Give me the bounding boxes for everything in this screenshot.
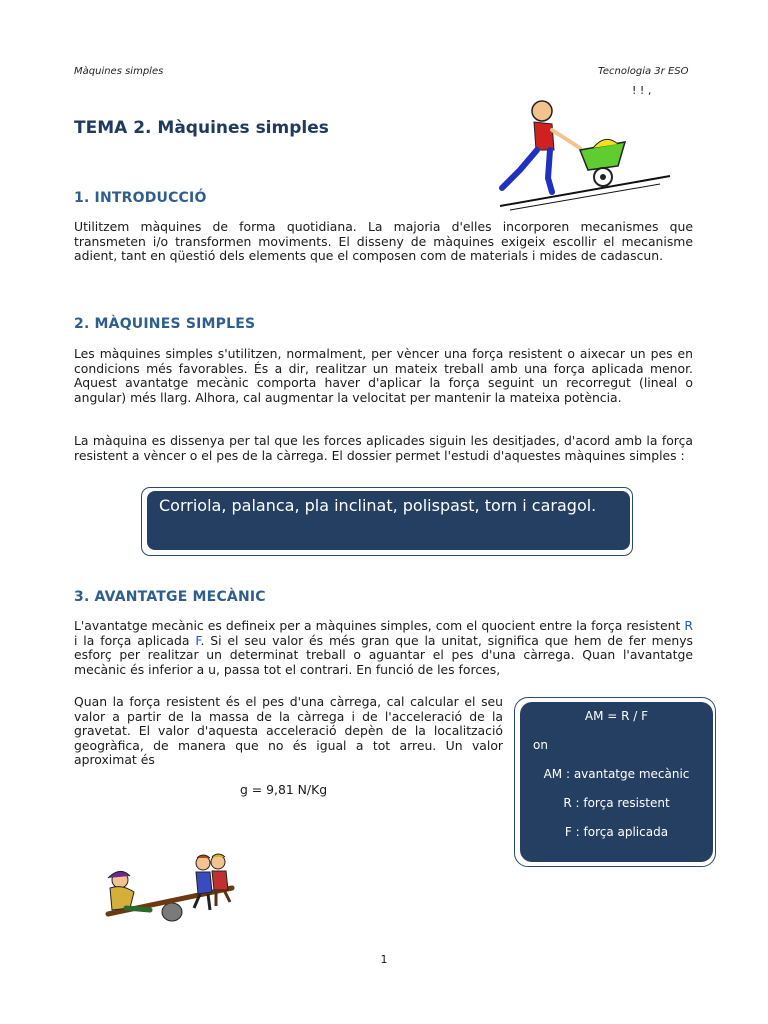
formula-f-definition: F : força aplicada (564, 825, 669, 839)
mechanical-advantage-paragraph-2: Quan la força resistent és el pes d'una càrrega, cal calcular el seu valor a partir de la massa de la càrrega i de l'acceleració de la gravetat. El valor d'aquesta acceleració depèn de la localització geogràfica, de manera que no és igual a tot arreu. Un valor aproximat és (74, 694, 503, 768)
gravity-value: g = 9,81 N/Kg (240, 782, 328, 797)
formula-am: AM = R / F (584, 709, 649, 723)
page-number: 1 (380, 953, 388, 966)
p1-text-1: L'avantatge mecànic es defineix per a màquines simples, com el quocient entre la força resistent (74, 618, 685, 633)
formula-on: on (533, 738, 548, 752)
header-left: Màquines simples (74, 66, 164, 77)
simple-machines-paragraph-1: Les màquines simples s'utilitzen, normalment, per vèncer una força resistent o aixecar un pes en condicions més favorables. És a dir, realitzar un mateix treball amb una força aplicada menor. Aquest avantatge mecànic comporta haver d'aplicar la força seguint un recorregut (lineal o angular) més llarg. Alhora, cal augmentar la velocitat per mantenir la mateixa potència. (74, 346, 693, 405)
section-heading-introduccio: 1. INTRODUCCIÓ (74, 190, 207, 206)
mechanical-advantage-paragraph-1 (74, 619, 693, 677)
seesaw-illustration (100, 850, 240, 930)
page-title: TEMA 2. Màquines simples (74, 118, 329, 138)
section-heading-avantatge-mecanic: 3. AVANTATGE MECÀNIC (74, 589, 266, 605)
formula-box (520, 702, 713, 862)
symbol-f: F (195, 632, 201, 648)
intro-paragraph: Utilitzem màquines de forma quotidiana. La majoria d'elles incorporen mecanismes que transmeten i/o transformen moviments. El disseny de màquines exigeix escollir el mecanisme adient, tant en qüestió dels elements que el composen com de materials i mides de cadascun. (74, 219, 693, 264)
machines-list-callout: Corriola, palanca, pla inclinat, polispast, torn i caragol. (147, 491, 630, 550)
section-heading-maquines-simples: 2. MÀQUINES SIMPLES (74, 316, 256, 332)
p1-text-2: i la força aplicada (74, 632, 196, 648)
formula-am-definition: AM : avantatge mecànic (543, 767, 690, 781)
simple-machines-paragraph-2: La màquina es dissenya per tal que les forces aplicades siguin les desitjades, d'acord amb la força resistent a vèncer o el pes de la càrrega. El dossier permet l'estudi d'aquestes màquines simples : (74, 433, 693, 463)
p1-text-3: . Si el seu valor és més gran que la unitat, significa que hem de fer menys esforç per realitzar un determinat treball o aguantar el pes d'una càrrega. Quan l'avantatge mecànic és inferior a u, passa tot el contrari. En funció de les forces, (74, 632, 693, 677)
header-right: Tecnologia 3r ESO (598, 66, 689, 77)
symbol-r: R (684, 618, 693, 633)
formula-r-definition: R : força resistent (563, 796, 670, 810)
svg-text:! ! ,: ! ! , (632, 84, 652, 97)
wheelbarrow-illustration (490, 78, 675, 213)
